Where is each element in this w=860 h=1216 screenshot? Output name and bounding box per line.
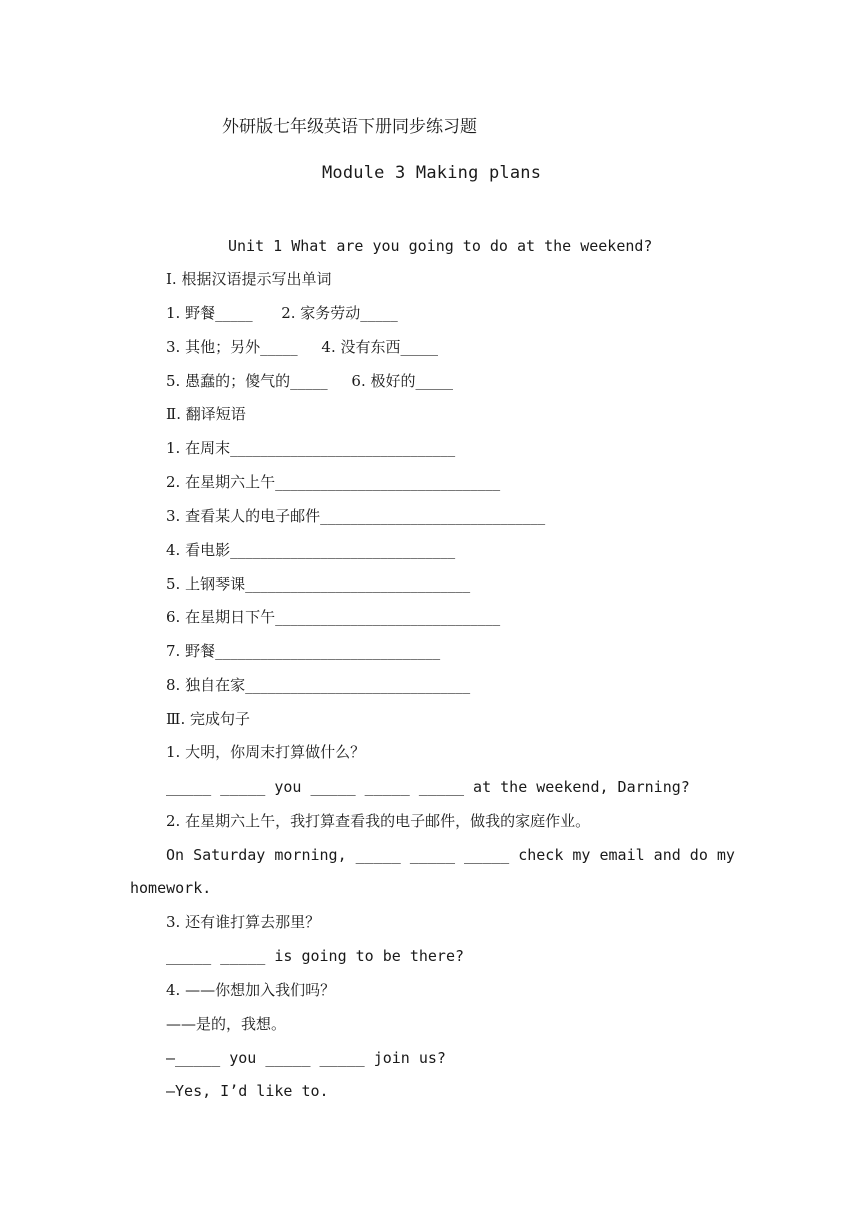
section-1-row: 5. 愚蠢的；傻气的_____ 6. 极好的_____: [166, 372, 454, 390]
question-2-english: On Saturday morning, _____ _____ _____ check my email and do my: [166, 846, 735, 864]
phrase-item: 6. 在星期日下午______________________________: [166, 608, 501, 626]
phrase-item: 1. 在周末______________________________: [166, 439, 456, 457]
section-3-heading: Ⅲ. 完成句子: [166, 710, 251, 728]
question-4-chinese-answer: ——是的，我想。: [166, 1015, 287, 1033]
section-2-heading: Ⅱ. 翻译短语: [166, 405, 246, 423]
phrase-item: 4. 看电影______________________________: [166, 541, 456, 559]
question-2-chinese: 2. 在星期六上午，我打算查看我的电子邮件，做我的家庭作业。: [166, 812, 591, 830]
question-1-english: _____ _____ you _____ _____ _____ at the weekend, Darning?: [166, 778, 690, 796]
module-title: Module 3 Making plans: [322, 163, 542, 183]
section-1-row: 1. 野餐_____ 2. 家务劳动_____: [166, 304, 398, 322]
question-3-chinese: 3. 还有谁打算去那里？: [166, 913, 321, 931]
question-4-english-answer: —Yes, I’d like to.: [166, 1082, 329, 1100]
phrase-item: 8. 独自在家______________________________: [166, 676, 471, 694]
unit-title: Unit 1 What are you going to do at the weekend?: [228, 237, 653, 255]
section-1-row: 3. 其他；另外_____ 4. 没有东西_____: [166, 338, 439, 356]
document-title-chinese: 外研版七年级英语下册同步练习题: [222, 117, 477, 137]
phrase-item: 2. 在星期六上午______________________________: [166, 473, 501, 491]
question-3-english: _____ _____ is going to be there?: [166, 947, 465, 965]
question-4-english-question: —_____ you _____ _____ join us?: [166, 1049, 446, 1067]
phrase-item: 7. 野餐______________________________: [166, 642, 441, 660]
question-1-chinese: 1. 大明，你周末打算做什么？: [166, 743, 366, 761]
section-1-heading: Ⅰ. 根据汉语提示写出单词: [166, 270, 332, 288]
phrase-item: 5. 上钢琴课______________________________: [166, 575, 471, 593]
question-4-chinese-question: 4. ——你想加入我们吗？: [166, 981, 336, 999]
question-2-english-continued: homework.: [130, 879, 212, 897]
phrase-item: 3. 查看某人的电子邮件______________________________: [166, 507, 546, 525]
